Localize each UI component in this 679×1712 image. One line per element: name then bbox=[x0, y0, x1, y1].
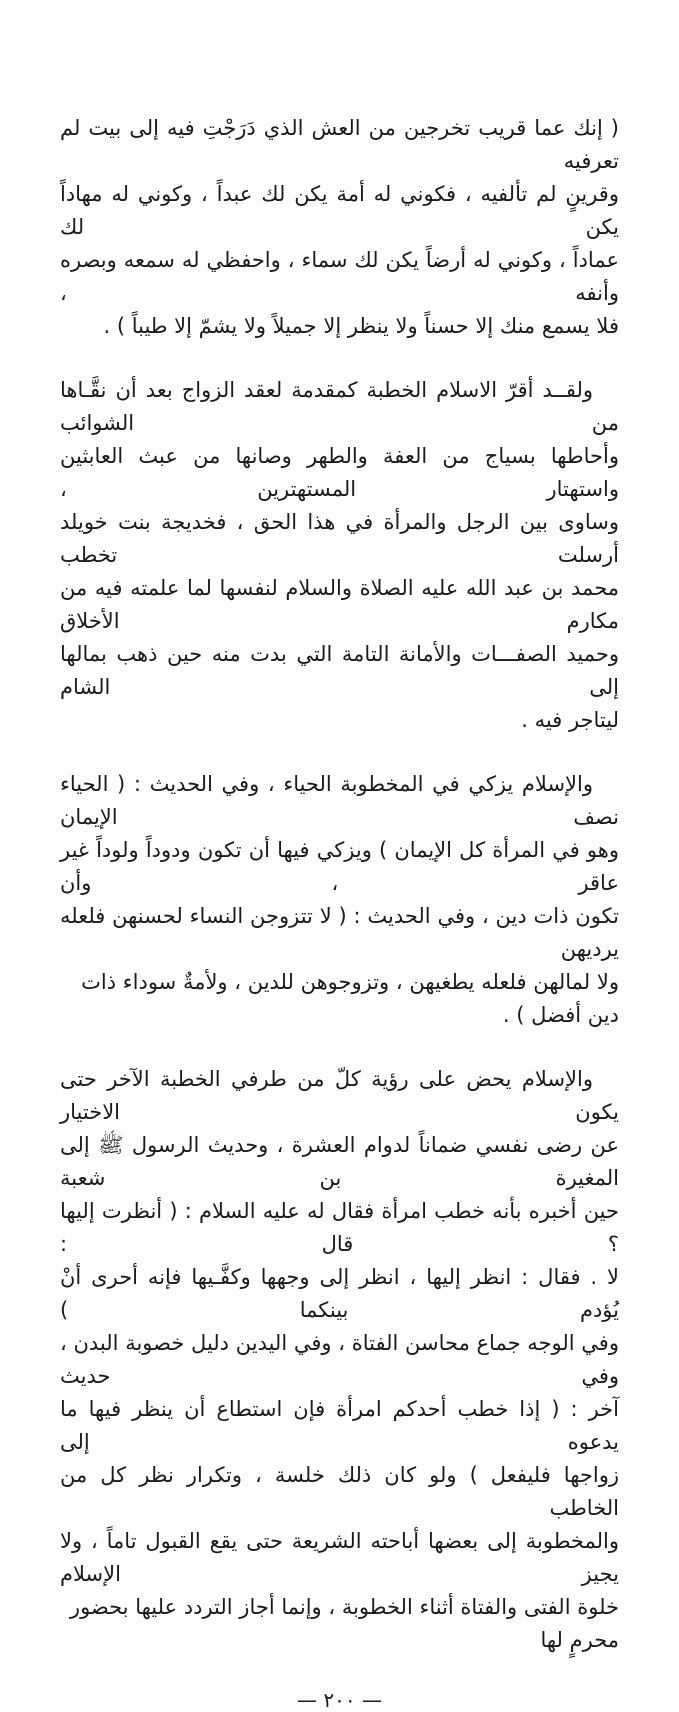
text-line: والمخطوبة إلى بعضها أباحته الشريعة حتى يقع القبول تاماً ، ولا يجيز الإسلام bbox=[60, 1529, 619, 1586]
page-number: — ٢٠٠ — bbox=[297, 1688, 382, 1712]
text-line: زواجها فليفعل ) ولو كان ذلك خلسة ، وتكرار نظر كل من الخاطب bbox=[60, 1463, 619, 1520]
text-line: حين أخبره بأنه خطب امرأة فقال له عليه السلام : ( أنظرت إليها ؟ قال : bbox=[60, 1199, 619, 1256]
text-line: وحميد الصفـــات والأمانة التامة التي بدت منه حين ذهب بمالها إلى الشام bbox=[60, 642, 619, 699]
text-line: تكون ذات دين ، وفي الحديث : ( لا تتزوجن النساء لحسنهن فلعله يرديهن bbox=[60, 904, 619, 961]
text-line: فلا يسمع منك إلا حسناً ولا ينظر إلا جميلاً ولا يشمّ إلا طيباً ) . bbox=[103, 314, 619, 338]
text-line: وهو في المرأة كل الإيمان ) ويزكي فيها أن تكون ودوداً ولوداً غير عاقر ، وأن bbox=[60, 838, 619, 895]
text-line: والإسلام يزكي في المخطوبة الحياء ، وفي الحديث : ( الحياء نصف الإيمان bbox=[60, 772, 619, 829]
text-line: عن رضى نفسي ضماناً لدوام العشرة ، وحديث الرسول ﷺ إلى المغيرة بن شعبة bbox=[60, 1133, 619, 1190]
text-line: وساوى بين الرجل والمرأة في هذا الحق ، فخديجة بنت خويلد أرسلت تخطب bbox=[60, 510, 619, 567]
text-line: ( إنك عما قريب تخرجين من العش الذي دَرَجْتِ فيه إلى بيت لم تعرفيه bbox=[60, 116, 619, 173]
text-line: آخر : ( إذا خطب أحدكم امرأة فإن استطاع أن ينظر فيها ما يدعوه إلى bbox=[60, 1397, 619, 1454]
text-line: وفي الوجه جماع محاسن الفتاة ، وفي اليدين دليل خصوبة البدن ، وفي حديث bbox=[60, 1331, 619, 1388]
text-line: والإسلام يحض على رؤية كلّ من طرفي الخطبة الآخر حتى يكون الاختيار bbox=[60, 1067, 619, 1124]
text-line: عماداً ، وكوني له أرضاً يكن لك سماء ، واحفظي له سمعه وبصره وأنفه ، bbox=[60, 248, 619, 305]
text-line: ولا لمالهن فلعله يطغيهن ، وتزوجوهن للدين ، ولأمةٌ سوداء ذات دين أفضل ) . bbox=[81, 970, 619, 1027]
text-line: ليتاجر فيه . bbox=[521, 708, 619, 732]
text-line: ولقــد أقرّ الاسلام الخطبة كمقدمة لعقد الزواج بعد أن نقَّـاها من الشوائب bbox=[60, 378, 619, 435]
text-paragraph bbox=[60, 374, 619, 737]
text-paragraph bbox=[60, 768, 619, 1032]
text-line: خلوة الفتى والفتاة أثناء الخطوبة ، وإنما أجاز التردد عليها بحضور محرمٍ لها bbox=[69, 1595, 619, 1652]
text-line: لا . فقال : انظر إليها ، انظر إلى وجهها وكفَّـيها فإنه أحرى أنْ يُؤدم بينكما ) bbox=[60, 1265, 619, 1322]
text-paragraph bbox=[60, 1063, 619, 1657]
text-line: محمد بن عبد الله عليه الصلاة والسلام لنفسها لما علمته فيه من مكارم الأخلاق bbox=[60, 576, 619, 633]
text-paragraph bbox=[60, 112, 619, 343]
text-line: وأحاطها بسياج من العفة والطهر وصانها من عبث العابثين واستهتار المستهترين ، bbox=[60, 444, 619, 501]
text-line: وقرينٍ لم تألفيه ، فكوني له أمة يكن لك عبداً ، وكوني له مهاداً يكن لك bbox=[60, 182, 619, 239]
